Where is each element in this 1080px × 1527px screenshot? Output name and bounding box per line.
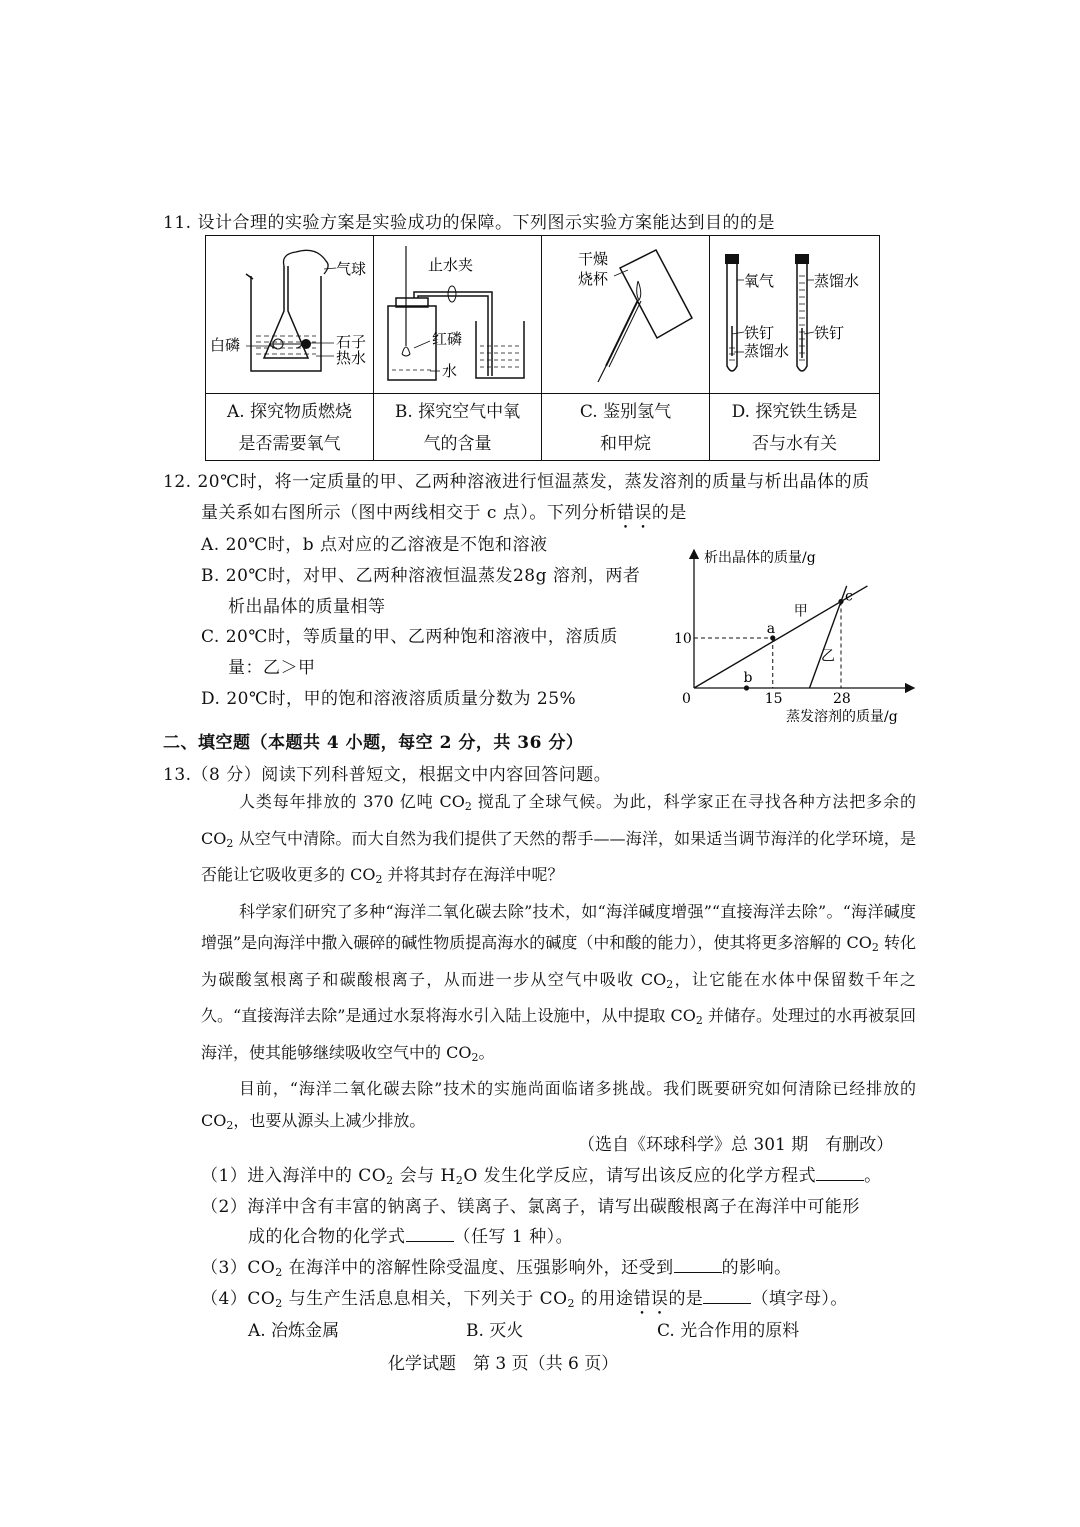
series-label-jia: 甲 (793, 603, 808, 620)
q11-stem: 11. 设计合理的实验方案是实验成功的保障。下列图示实验方案能达到目的的是 (163, 213, 775, 233)
point-b (744, 685, 749, 690)
page-footer: 化学试题 第 3 页（共 6 页） (388, 1354, 619, 1374)
q12-stem-line2: 量关系如右图所示（图中两线相交于 c 点）。下列分析错误的是 (201, 503, 687, 523)
point-c (838, 599, 843, 604)
q13-emphasis: 错误 (633, 1289, 669, 1309)
dry-label: 干燥 (578, 250, 609, 268)
q12-stem-line1: 12. 20℃时，将一定质量的甲、乙两种溶液进行恒温蒸发，蒸发溶剂的质量与析出晶体的质 (163, 472, 870, 492)
q13-sub4: $(4)CO_2$ 与生产生活息息相关，下列关于 $CO_2$ 的用途错误的是 （填字母）。 (201, 1289, 848, 1310)
q13-article (201, 786, 916, 1141)
point-label-c: c (845, 588, 853, 605)
q13-option-c: C. 光合作用的原料 (657, 1321, 800, 1341)
answer-blank-1[interactable] (816, 1166, 864, 1181)
q13-sub2-cont: 成的化合物的化学式 （任写 1 种）。 (248, 1227, 574, 1247)
q11-option-c: C. 鉴别氢气 和甲烷 (542, 394, 710, 461)
article-source: （选自《环球科学》总 301 期 有删改） (578, 1135, 894, 1155)
gas-identification-figure (542, 236, 709, 388)
q11-figure-a (206, 236, 374, 394)
red-phosphorus-label: 红磷 (432, 330, 463, 348)
iron-rust-figure (710, 236, 879, 388)
clamp-label: 止水夹 (428, 256, 474, 274)
answer-blank-3[interactable] (674, 1258, 722, 1273)
article-paragraph-3: 目前，“海洋二氧化碳去除”技术的实施尚面临诸多挑战。我们既要研究如何清除已经排放的 $CO_2$，也要从源头上减少排放。 (201, 1079, 916, 1132)
q12-option-c: C. 20℃时，等质量的甲、乙两种饱和溶液中，溶质质 (201, 627, 618, 647)
stone-label: 石子 (336, 333, 367, 351)
q12-crystal-chart (668, 540, 928, 732)
q11-options-table (205, 235, 880, 461)
hot-water-label: 热水 (336, 349, 367, 367)
q12-option-c-cont: 量：乙＞甲 (228, 658, 316, 678)
article-paragraph-1: 人类每年排放的 370 亿吨 $CO_2$ 搅乱了全球气候。为此，科学家正在寻找各种方法把多余的 $CO_2$ 从空气中清除。而大自然为我们提供了天然的帮手——海洋，如果适当调节海洋的化学环境，是否能让它吸收更多的 $CO_2$ 并将其封存在海洋中呢？ (201, 792, 916, 886)
q11-option-d: D. 探究铁生锈是 否与水有关 (710, 394, 880, 461)
white-phosphorus-label: 白磷 (210, 336, 241, 354)
q13-sub1: （1）进入海洋中的 $CO_2$ 会与 $H_2O$ 发生化学反应，请写出该反应的化学方程式 。 (201, 1166, 882, 1187)
y-axis-label: 析出晶体的质量/g (704, 550, 816, 566)
water-label: 水 (442, 362, 458, 380)
q11-figure-b (374, 236, 542, 394)
y-tick-10: 10 (674, 631, 692, 647)
combustion-apparatus-figure (206, 236, 373, 388)
x-tick-15: 15 (764, 691, 783, 707)
q12-option-a: A. 20℃时，b 点对应的乙溶液是不饱和溶液 (201, 535, 548, 555)
distilled-water-label-right: 蒸馏水 (814, 272, 860, 290)
q12-option-b: B. 20℃时，对甲、乙两种溶液恒温蒸发28g 溶剂，两者 (201, 566, 641, 586)
q12-option-d: D. 20℃时，甲的饱和溶液溶质质量分数为 25% (201, 689, 577, 709)
point-label-b: b (743, 670, 753, 686)
iron-nail-label-right: 铁钉 (814, 324, 845, 342)
x-tick-28: 28 (833, 691, 851, 707)
q12-emphasis: 错误 (616, 503, 652, 523)
q13-option-b: B. 灭火 (466, 1321, 524, 1341)
x-axis-label: 蒸发溶剂的质量/g (786, 709, 898, 725)
balloon-label: 气球 (336, 260, 367, 278)
q13-stem: 13.（8 分）阅读下列科普短文，根据文中内容回答问题。 (163, 765, 612, 785)
q11-figure-c (542, 236, 710, 394)
distilled-water-label-left: 蒸馏水 (744, 342, 790, 360)
series-label-yi: 乙 (821, 648, 836, 665)
point-label-a: a (766, 621, 776, 637)
answer-blank-2[interactable] (406, 1227, 454, 1242)
q13-sub2: （2）海洋中含有丰富的钠离子、镁离子、氯离子，请写出碳酸根离子在海洋中可能形 (201, 1197, 860, 1217)
article-paragraph-2: 科学家们研究了多种“海洋二氧化碳去除”技术，如“海洋碱度增强”“直接海洋去除”。“海洋碱度增强”是向海洋中撒入碾碎的碱性物质提高海水的碱度（中和酸的能力），使其将更多溶解的 $CO_2$ 转化为碳酸氢根离子和碳酸根离子，从而进一步从空气中吸收 $CO_2$，让它能在水体中保留数千年之久。“直接海洋去除”是通过水泵将海水引入陆上设施中，从中提取 $CO_2$ 并储存。处理过的水再被泵回海洋，使其能够继续吸收空气中的 $CO_2$。 (201, 901, 916, 1064)
q11-option-a: A. 探究物质燃烧 是否需要氧气 (206, 394, 374, 461)
origin-label: 0 (682, 691, 691, 707)
q11-figure-d (710, 236, 880, 394)
q11-option-b: B. 探究空气中氧 气的含量 (374, 394, 542, 461)
iron-nail-label-left: 铁钉 (744, 324, 775, 342)
beaker-label: 烧杯 (578, 270, 609, 288)
oxygen-label: 氧气 (744, 272, 775, 290)
q12-option-b-cont: 析出晶体的质量相等 (228, 597, 386, 617)
q13-sub3: $(3)CO_2$ 在海洋中的溶解性除受温度、压强影响外，还受到 的影响。 (201, 1258, 792, 1279)
section2-title: 二、填空题（本题共 4 小题，每空 2 分，共 36 分） (163, 733, 584, 753)
oxygen-content-apparatus-figure (374, 236, 541, 388)
q13-option-a: A. 冶炼金属 (248, 1321, 340, 1341)
answer-blank-4[interactable] (703, 1289, 751, 1304)
